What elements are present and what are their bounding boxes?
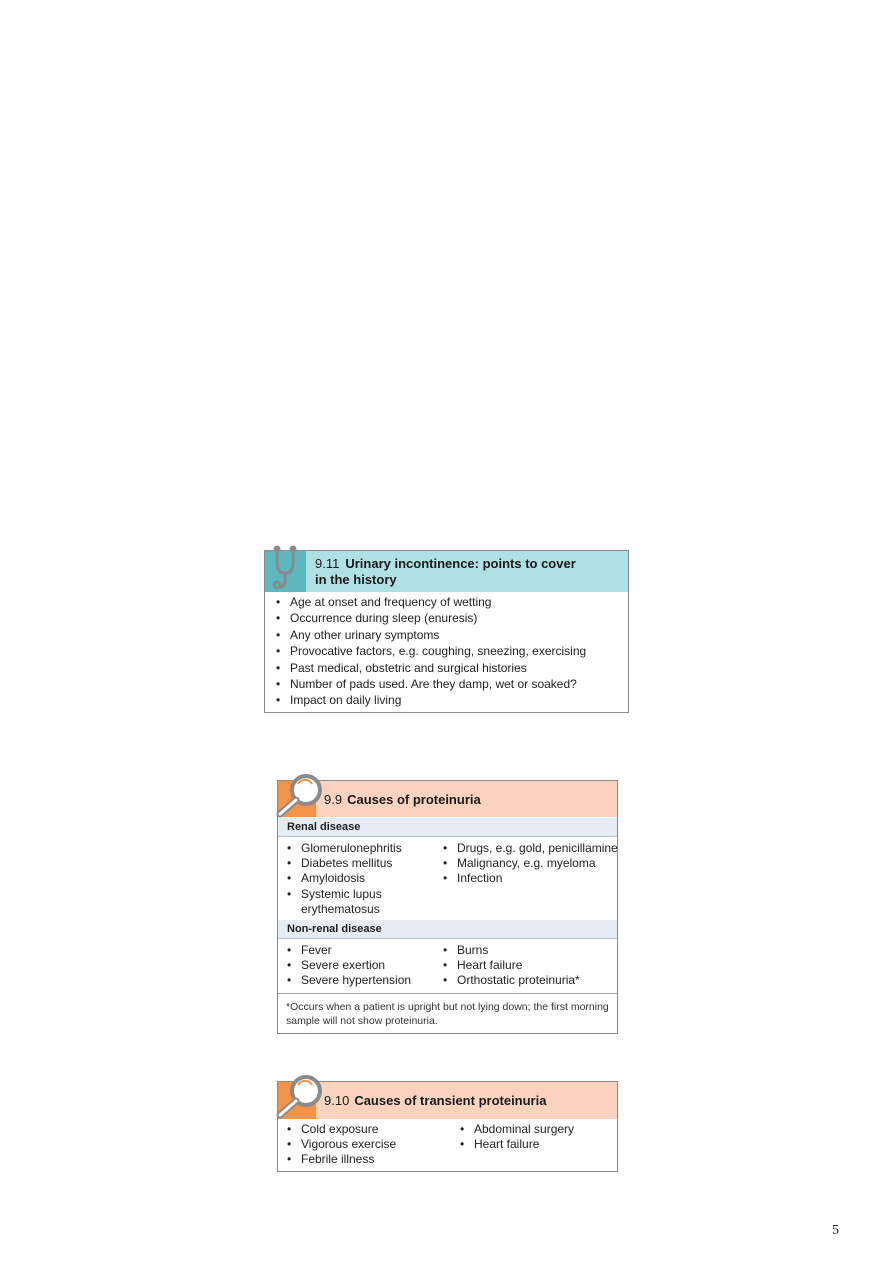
box-title [324, 1093, 546, 1108]
list-item: • Vigorous exercise [287, 1137, 447, 1152]
title-text: Causes of proteinuria [347, 792, 481, 807]
list-item: • Past medical, obstetric and surgical histories [276, 660, 586, 676]
list-item: • Cold exposure [287, 1122, 447, 1137]
section-heading-nonrenal: Non-renal disease [278, 920, 617, 939]
list-item: • Abdominal surgery [460, 1122, 615, 1137]
list-item: • Glomerulonephritis [287, 841, 427, 856]
list-item: • Fever [287, 943, 437, 958]
renal-list-right [443, 841, 618, 887]
box-number: 9.9 [324, 792, 343, 807]
box-9-9-causes-of-proteinuria [277, 780, 618, 1034]
title-line-1: Urinary incontinence: points to cover [345, 556, 576, 571]
list-item: • Infection [443, 871, 618, 886]
magnifying-glass-icon [272, 1073, 328, 1119]
box-header [278, 781, 617, 817]
transient-list-right [460, 1122, 615, 1152]
list-item: • Heart failure [443, 958, 618, 973]
list-item: • Age at onset and frequency of wetting [276, 594, 586, 610]
list-item: • Malignancy, e.g. myeloma [443, 856, 618, 871]
box-title [315, 556, 576, 588]
nonrenal-list-left [287, 943, 437, 989]
box-number: 9.11 [315, 556, 340, 571]
list-item: • Occurrence during sleep (enuresis) [276, 610, 586, 626]
nonrenal-list-right [443, 943, 618, 989]
list-item: • Diabetes mellitus [287, 856, 427, 871]
list-item: • Any other urinary symptoms [276, 627, 586, 643]
list-item: • Systemic lupus erythematosus [287, 887, 427, 917]
box-header [278, 1082, 617, 1119]
box-title [324, 792, 481, 807]
list-item: • Orthostatic proteinuria* [443, 973, 618, 988]
history-list [276, 594, 586, 709]
list-item: • Impact on daily living [276, 692, 586, 708]
box-9-10-transient-proteinuria [277, 1081, 618, 1172]
title-line-2: in the history [315, 572, 397, 587]
box-9-11-urinary-incontinence [264, 550, 629, 713]
box-number: 9.10 [324, 1093, 350, 1108]
list-item: • Provocative factors, e.g. coughing, sneezing, exercising [276, 643, 586, 659]
page-number: 5 [832, 1223, 839, 1238]
footnote: *Occurs when a patient is upright but not lying down; the first morning sample will not show proteinuria. [278, 993, 617, 1034]
list-item: • Febrile illness [287, 1152, 447, 1167]
list-item: • Number of pads used. Are they damp, wet or soaked? [276, 676, 586, 692]
list-item: • Severe exertion [287, 958, 437, 973]
stethoscope-icon [269, 545, 309, 591]
list-item: • Severe hypertension [287, 973, 437, 988]
renal-list-left [287, 841, 427, 917]
list-item: • Amyloidosis [287, 871, 427, 886]
list-item: • Drugs, e.g. gold, penicillamine [443, 841, 618, 856]
magnifying-glass-icon [272, 772, 328, 818]
title-text: Causes of transient proteinuria [354, 1093, 547, 1108]
list-item: • Burns [443, 943, 618, 958]
box-header [265, 551, 628, 592]
transient-list-left [287, 1122, 447, 1168]
section-heading-renal: Renal disease [278, 818, 617, 837]
list-item: • Heart failure [460, 1137, 615, 1152]
